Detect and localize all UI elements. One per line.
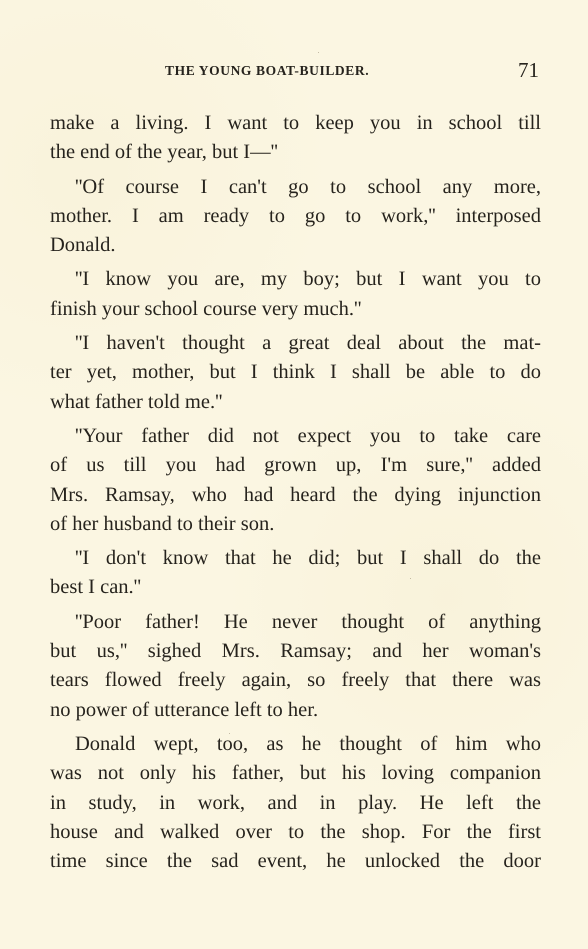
text-line: ''Poor father! He never thought of anything (75, 610, 541, 633)
paper-speck (410, 578, 411, 579)
paragraph-3 (50, 265, 541, 324)
text-line: ter yet, mother, but I think I shall be able to do (50, 361, 541, 384)
text-line: was not only his father, but his loving companion (50, 762, 541, 785)
text-line: ''Your father did not expect you to take care (75, 424, 541, 447)
paragraph-4 (50, 329, 541, 417)
text-line: in study, in work, and in play. He left the (50, 791, 541, 814)
paragraph-8 (50, 730, 541, 876)
text-line: ''I haven't thought a great deal about the mat- (75, 332, 541, 355)
text-line: Mrs. Ramsay, who had heard the dying injunction (50, 483, 541, 506)
text-line: mother. I am ready to go to work,'' interposed (50, 204, 541, 227)
text-line: house and walked over to the shop. For the first (50, 820, 541, 843)
text-line: of her husband to their son. (50, 512, 275, 535)
page-number: 71 (518, 58, 539, 82)
text-line: but us,'' sighed Mrs. Ramsay; and her woman's (50, 640, 541, 663)
text-line: Donald wept, too, as he thought of him who (75, 732, 541, 755)
text-line: best I can.'' (50, 576, 142, 599)
text-line: Donald. (50, 234, 116, 257)
paragraph-6 (50, 544, 541, 603)
text-line: what father told me.'' (50, 390, 223, 413)
paragraph-1 (50, 109, 541, 168)
text-line: ''I don't know that he did; but I shall do the (75, 547, 541, 570)
body-text (50, 109, 541, 876)
text-line: ''Of course I can't go to school any more, (75, 175, 541, 198)
paper-speck (229, 733, 230, 734)
paragraph-2 (50, 173, 541, 261)
text-line: make a living. I want to keep you in school till (50, 112, 541, 134)
text-line: tears flowed freely again, so freely that there was (50, 669, 541, 692)
text-line: ''I know you are, my boy; but I want you to (75, 268, 541, 291)
text-line: time since the sad event, he unlocked the door (50, 850, 541, 873)
running-header (0, 0, 588, 95)
paragraph-5 (50, 422, 541, 539)
text-line: of us till you had grown up, I'm sure,'' added (50, 454, 541, 477)
text-line: no power of utterance left to her. (50, 698, 319, 721)
text-line: finish your school course very much.'' (50, 297, 362, 320)
text-line: the end of the year, but I—'' (50, 141, 279, 164)
running-title: THE YOUNG BOAT-BUILDER. (165, 63, 370, 78)
paragraph-7 (50, 608, 541, 725)
paper-speck (318, 52, 319, 53)
